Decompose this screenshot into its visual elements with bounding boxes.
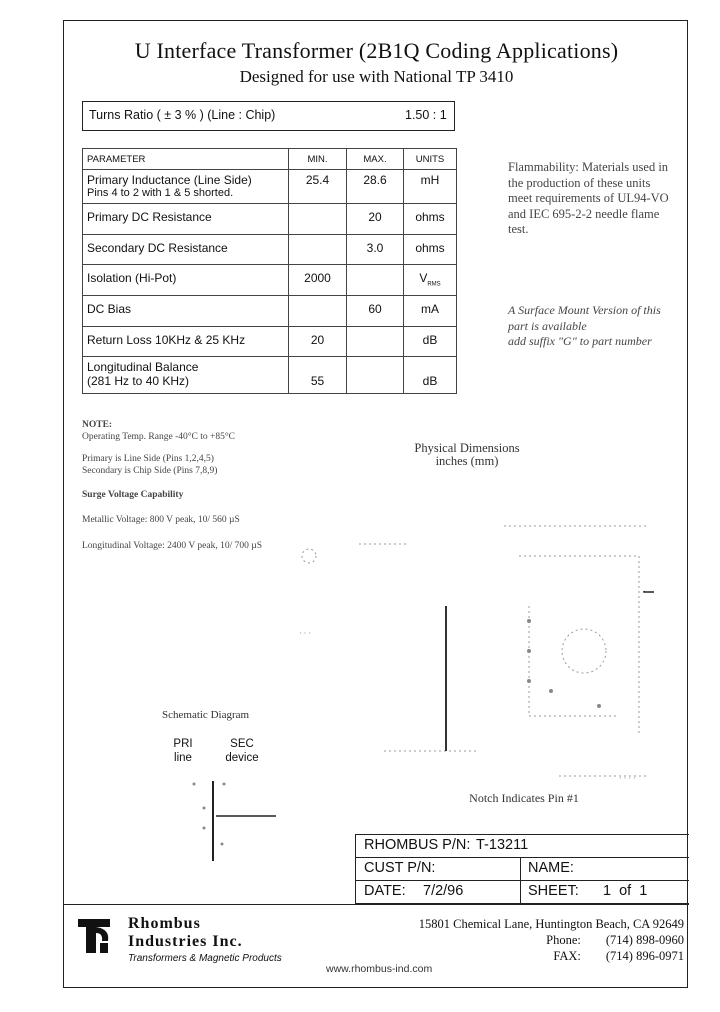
schematic-drawing: [134, 766, 284, 886]
row-max: [347, 265, 404, 296]
datasheet-frame: [63, 20, 688, 988]
flammability-line: Flammability: Materials used in: [508, 160, 669, 174]
date-row: [356, 881, 689, 904]
units-value: V: [419, 271, 428, 285]
dimension-line: [529, 606, 619, 716]
table-row: [83, 265, 457, 296]
header-parameter: PARAMETER: [83, 149, 289, 170]
row-max: 28.6: [347, 170, 404, 204]
dimension-label: · · · ·: [619, 774, 636, 783]
table-row: [83, 357, 457, 394]
note-secondary-side: Secondary is Chip Side (Pins 7,8,9): [82, 466, 218, 476]
footer-divider: [64, 904, 689, 905]
title-block-left-edge: [355, 834, 356, 904]
smd-line: add suffix "G" to part number: [508, 334, 652, 348]
row-max: 20: [347, 204, 404, 235]
row-min: 2000: [289, 265, 347, 296]
flammability-line: meet requirements of UL94-VO: [508, 191, 669, 205]
company-name: [128, 915, 243, 951]
sec-label-block: [224, 737, 260, 765]
row-max: 60: [347, 296, 404, 327]
phone-value: (714) 898-0960: [605, 933, 684, 947]
turns-ratio-label: Turns Ratio ( ± 3 % ) (Line : Chip): [89, 108, 276, 122]
pin-dot: [527, 619, 531, 623]
row-param: DC Bias: [83, 296, 289, 327]
cell-divider: [520, 858, 521, 881]
row-max: [347, 327, 404, 357]
note-operating-temp: Operating Temp. Range -40°C to +85°C: [82, 432, 236, 442]
winding-dot: [223, 783, 226, 786]
pin-dot: [597, 704, 601, 708]
name-label: NAME:: [528, 860, 574, 876]
company-website-link[interactable]: www.rhombus-ind.com: [326, 963, 433, 975]
company-name-line2: Industries Inc.: [128, 933, 243, 950]
pri-sublabel: line: [174, 752, 192, 764]
pri-label-block: [168, 737, 198, 765]
row-min: 20: [289, 327, 347, 357]
row-units: ohms: [404, 204, 457, 235]
table-row: [83, 170, 457, 204]
page-subtitle: Designed for use with National TP 3410: [239, 67, 514, 86]
cust-row: [356, 858, 689, 881]
winding-dot: [221, 843, 224, 846]
date-label: DATE:: [364, 883, 406, 899]
flammability-line: test.: [508, 222, 529, 236]
row-units: dB: [404, 357, 457, 394]
pin-dot: [527, 679, 531, 683]
sec-label: SEC: [230, 738, 254, 750]
physical-units-text: inches (mm): [435, 454, 499, 468]
part-number-row: [356, 835, 689, 858]
dimension-line: [519, 556, 639, 736]
flammability-line: the production of these units: [508, 175, 651, 190]
row-param-detail: (281 Hz to 40 KHz): [87, 374, 190, 388]
row-param: Return Loss 10KHz & 25 KHz: [83, 327, 289, 357]
date-value: 7/2/96: [423, 883, 464, 899]
table-row: [83, 296, 457, 327]
row-units: dB: [404, 327, 457, 357]
smd-line: part is available: [508, 318, 587, 333]
row-max: [347, 357, 404, 394]
row-min: 55: [289, 357, 347, 394]
turns-ratio-box: [82, 101, 455, 131]
cust-pn-label: CUST P/N:: [364, 860, 436, 876]
pin-dot: [549, 689, 553, 693]
table-row: [83, 327, 457, 357]
physical-dimensions-drawing: [289, 486, 679, 783]
note-metallic-voltage: Metallic Voltage: 800 V peak, 10/ 560 µS: [82, 515, 240, 525]
physical-title-text: Physical Dimensions: [414, 441, 520, 455]
company-address: 15801 Chemical Lane, Huntington Beach, CA 92649: [418, 917, 684, 931]
fax-label: FAX:: [553, 949, 581, 963]
row-min: [289, 235, 347, 265]
surge-heading: Surge Voltage Capability: [82, 490, 184, 500]
row-max: 3.0: [347, 235, 404, 265]
row-units: mA: [404, 296, 457, 327]
winding-dot: [203, 827, 206, 830]
note-longitudinal-voltage: Longitudinal Voltage: 2400 V peak, 10/ 700 µS: [82, 541, 262, 551]
sec-sublabel: device: [225, 752, 259, 764]
smd-line: A Surface Mount Version of this: [508, 303, 661, 317]
row-min: [289, 204, 347, 235]
physical-dimensions-title: [382, 442, 552, 468]
flammability-line: and IEC 695-2-2 needle flame: [508, 206, 660, 221]
fax-line: [314, 948, 684, 964]
sheet-label: SHEET:: [528, 883, 579, 899]
turns-ratio-value: 1.50 : 1: [405, 108, 447, 122]
cell-divider: [520, 881, 521, 904]
page-title: U Interface Transformer (2B1Q Coding Applications): [134, 38, 619, 63]
dimension-mark: [302, 549, 316, 563]
row-units: mH: [404, 170, 457, 204]
table-row: [83, 235, 457, 265]
row-param: Primary Inductance (Line Side): [87, 173, 252, 187]
header-max: MAX.: [347, 149, 404, 170]
component-outline: [562, 629, 606, 673]
flammability-note: [508, 160, 686, 238]
company-tagline: Transformers & Magnetic Products: [128, 953, 282, 964]
table-row: [83, 204, 457, 235]
row-param: Isolation (Hi-Pot): [83, 265, 289, 296]
smd-note: [508, 303, 686, 350]
rhombus-logo-icon: [78, 919, 110, 953]
pin-dot: [527, 649, 531, 653]
units-subscript: RMS: [427, 281, 441, 288]
notch-caption: Notch Indicates Pin #1: [469, 791, 579, 805]
phone-line: [314, 932, 684, 948]
schematic-title: Schematic Diagram: [162, 709, 250, 721]
spec-table-header: [83, 149, 457, 170]
row-param: Longitudinal Balance: [87, 360, 199, 374]
part-number-value: T-13211: [476, 837, 529, 853]
header-min: MIN.: [289, 149, 347, 170]
pri-label: PRI: [173, 738, 193, 750]
row-units: [404, 265, 457, 296]
winding-dot: [193, 783, 196, 786]
phone-label: Phone:: [546, 933, 581, 947]
dimension-label: · · ·: [299, 629, 311, 638]
header-units: UNITS: [404, 149, 457, 170]
row-min: 25.4: [289, 170, 347, 204]
note-primary-side: Primary is Line Side (Pins 1,2,4,5): [82, 454, 214, 464]
row-units: ohms: [404, 235, 457, 265]
part-number-label: RHOMBUS P/N:: [364, 837, 471, 853]
title-block: [356, 834, 689, 904]
spec-table: [82, 148, 457, 394]
sheet-value: 1 of 1: [603, 883, 648, 899]
row-param: Primary DC Resistance: [83, 204, 289, 235]
row-param: Secondary DC Resistance: [83, 235, 289, 265]
notes-heading: NOTE:: [82, 420, 113, 430]
fax-value: (714) 896-0971: [605, 949, 684, 963]
company-contact: [314, 916, 684, 964]
winding-dot: [203, 807, 206, 810]
notch-mark: [644, 591, 654, 592]
row-min: [289, 296, 347, 327]
company-name-line1: Rhombus: [128, 915, 201, 932]
row-param-detail: Pins 4 to 2 with 1 & 5 shorted.: [87, 187, 234, 199]
